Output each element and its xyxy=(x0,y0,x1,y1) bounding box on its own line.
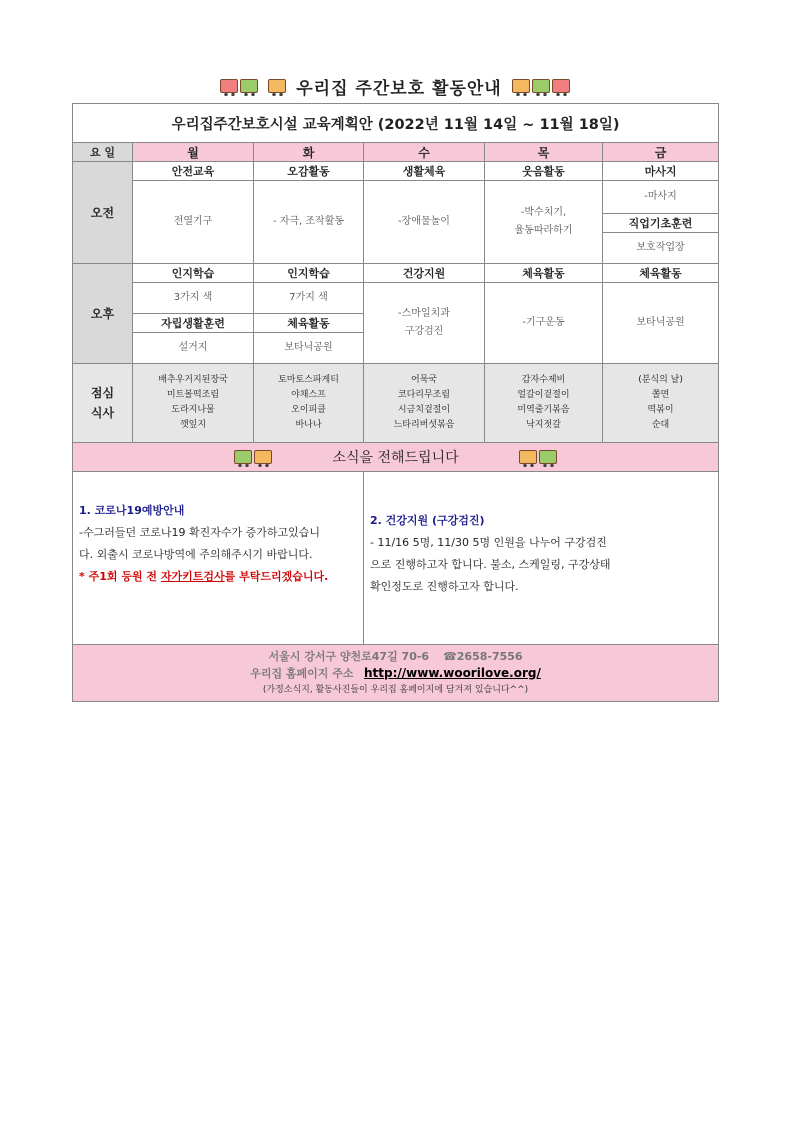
news-title: 소식을 전해드립니다 xyxy=(332,450,459,466)
afternoon-thu-detail: -기구운동 xyxy=(485,283,603,364)
news-item-dental-line3: 확인정도로 진행하고자 합니다. xyxy=(370,580,519,593)
lunch-thu xyxy=(485,364,603,443)
train-car-icon xyxy=(268,79,286,93)
afternoon-wed-detail-line1: -스마일치과 xyxy=(398,308,450,319)
homepage-link[interactable]: http://www.woorilove.org/ xyxy=(364,665,541,680)
menu-item: 시금치겉절이 xyxy=(397,405,451,415)
news-item-dental-line1: - 11/16 5명, 11/30 5명 인원을 나누어 구강검진 xyxy=(370,536,607,549)
menu-item: 토마토스파게티 xyxy=(278,375,339,385)
morning-fri-activity: 마사지 xyxy=(603,162,719,181)
afternoon-wed-detail xyxy=(364,283,485,364)
menu-item: 도라지나물 xyxy=(171,405,215,415)
menu-item: 순대 xyxy=(651,420,670,430)
morning-tue-activity: 오감활동 xyxy=(254,162,364,181)
notice-prefix: * 주1회 등원 전 xyxy=(79,570,161,583)
menu-item: 미트볼떡조림 xyxy=(166,390,220,400)
education-plan-table xyxy=(72,103,719,702)
menu-item: 미역줄기볶음 xyxy=(517,405,570,415)
menu-item: 어묵국 xyxy=(410,375,438,385)
menu-item: 떡볶이 xyxy=(647,405,674,415)
notice-suffix: 를 부탁드리겠습니다. xyxy=(224,570,329,583)
news-item-covid-line2: 다. 외출시 코로나방역에 주의해주시기 바랍니다. xyxy=(79,548,313,561)
lunch-wed xyxy=(364,364,485,443)
news-item-covid-notice xyxy=(79,566,357,588)
footer xyxy=(73,645,719,702)
morning-fri-detail2: 보호작업장 xyxy=(603,233,719,264)
morning-thu-detail-line1: -박수치기, xyxy=(520,207,567,218)
afternoon-tue-detail: 7가지 색 xyxy=(254,283,364,314)
morning-wed-activity: 생활체육 xyxy=(364,162,485,181)
menu-item: 바나나 xyxy=(295,420,322,430)
morning-mon-activity: 안전교육 xyxy=(133,162,254,181)
morning-thu-detail xyxy=(485,181,603,264)
day-wed: 수 xyxy=(364,143,485,162)
menu-item: 야채스프 xyxy=(291,390,326,400)
news-item-dental-line2: 으로 진행하고자 합니다. 불소, 스케일링, 구강상태 xyxy=(370,558,611,571)
morning-thu-activity: 웃음활동 xyxy=(485,162,603,181)
afternoon-mon-detail: 3가지 색 xyxy=(133,283,254,314)
morning-tue-detail: - 자극, 조작활동 xyxy=(254,181,364,264)
morning-label: 오전 xyxy=(73,162,133,264)
document-header xyxy=(72,70,718,102)
footer-contact xyxy=(73,648,718,665)
afternoon-tue-activity: 인지학습 xyxy=(254,264,364,283)
morning-mon-detail: 전열기구 xyxy=(133,181,254,264)
menu-item: 느타리버섯볶음 xyxy=(393,420,455,430)
menu-item: 오이피클 xyxy=(291,405,326,415)
news-item-dental-heading: 2. 건강지원 (구강검진) xyxy=(370,514,485,527)
lunch-fri xyxy=(603,364,719,443)
news-item-covid-heading: 1. 코로나19예방안내 xyxy=(79,504,185,517)
menu-item: 낙지젓갈 xyxy=(526,420,561,430)
morning-thu-detail-line2: 율동따라하기 xyxy=(514,225,573,236)
news-item-covid xyxy=(73,472,364,645)
plan-title: 우리집주간보호시설 교육계획안 (2022년 11월 14일 ~ 11월 18일) xyxy=(73,104,719,143)
morning-fri-detail: -마사지 xyxy=(603,181,719,214)
menu-item: 배추우거지된장국 xyxy=(158,375,228,385)
footer-homepage xyxy=(73,665,718,682)
train-icon xyxy=(220,79,258,93)
afternoon-mon-activity: 인지학습 xyxy=(133,264,254,283)
footer-address: 서울시 강서구 양천로47길 70-6 xyxy=(268,649,430,663)
menu-item: 감자수제비 xyxy=(521,375,566,385)
afternoon-label: 오후 xyxy=(73,264,133,364)
afternoon-wed-detail-line2: 구강검진 xyxy=(404,326,444,337)
lunch-label-line2: 식사 xyxy=(90,406,115,420)
lunch-mon xyxy=(133,364,254,443)
afternoon-tue-activity2: 체육활동 xyxy=(254,314,364,333)
footer-homepage-label: 우리집 홈페이지 주소 xyxy=(250,666,354,680)
afternoon-thu-activity: 체육활동 xyxy=(485,264,603,283)
train-icon xyxy=(234,450,272,464)
menu-item: 얼갈이겉절이 xyxy=(517,390,570,400)
day-header-row xyxy=(73,143,719,162)
document-title: 우리집 주간보호 활동안내 xyxy=(296,78,502,99)
day-mon: 월 xyxy=(133,143,254,162)
menu-item: 코다리무조림 xyxy=(397,390,451,400)
afternoon-tue-detail2: 보타닉공원 xyxy=(254,333,364,364)
day-tue: 화 xyxy=(254,143,364,162)
news-header xyxy=(73,443,719,472)
morning-fri-activity2: 직업기초훈련 xyxy=(603,214,719,233)
menu-item: 쫄면 xyxy=(651,390,670,400)
afternoon-wed-activity: 건강지원 xyxy=(364,264,485,283)
day-thu: 목 xyxy=(485,143,603,162)
lunch-label xyxy=(73,364,133,443)
morning-wed-detail: -장애물놀이 xyxy=(364,181,485,264)
train-icon xyxy=(519,450,557,464)
train-icon xyxy=(512,79,570,93)
notice-underline: 자가키트검사 xyxy=(160,570,225,583)
day-fri: 금 xyxy=(603,143,719,162)
news-item-dental xyxy=(364,472,719,645)
lunch-label-line1: 점심 xyxy=(90,386,115,400)
news-item-covid-line1: -수그러들던 코로나19 확진자수가 증가하고있습니 xyxy=(79,526,320,539)
afternoon-mon-detail2: 설거지 xyxy=(133,333,254,364)
footer-phone: ☎2658-7556 xyxy=(443,649,523,663)
menu-item: 깻잎지 xyxy=(179,420,207,430)
day-header-label: 요 일 xyxy=(73,143,133,162)
afternoon-mon-activity2: 자립생활훈련 xyxy=(133,314,254,333)
menu-item: (분식의 날) xyxy=(638,375,683,385)
footer-note: (가정소식지, 활동사진들이 우리집 홈페이지에 담겨져 있습니다^^) xyxy=(262,684,529,695)
afternoon-fri-activity: 체육활동 xyxy=(603,264,719,283)
lunch-row xyxy=(73,364,719,443)
afternoon-fri-detail: 보타닉공원 xyxy=(603,283,719,364)
lunch-tue xyxy=(254,364,364,443)
